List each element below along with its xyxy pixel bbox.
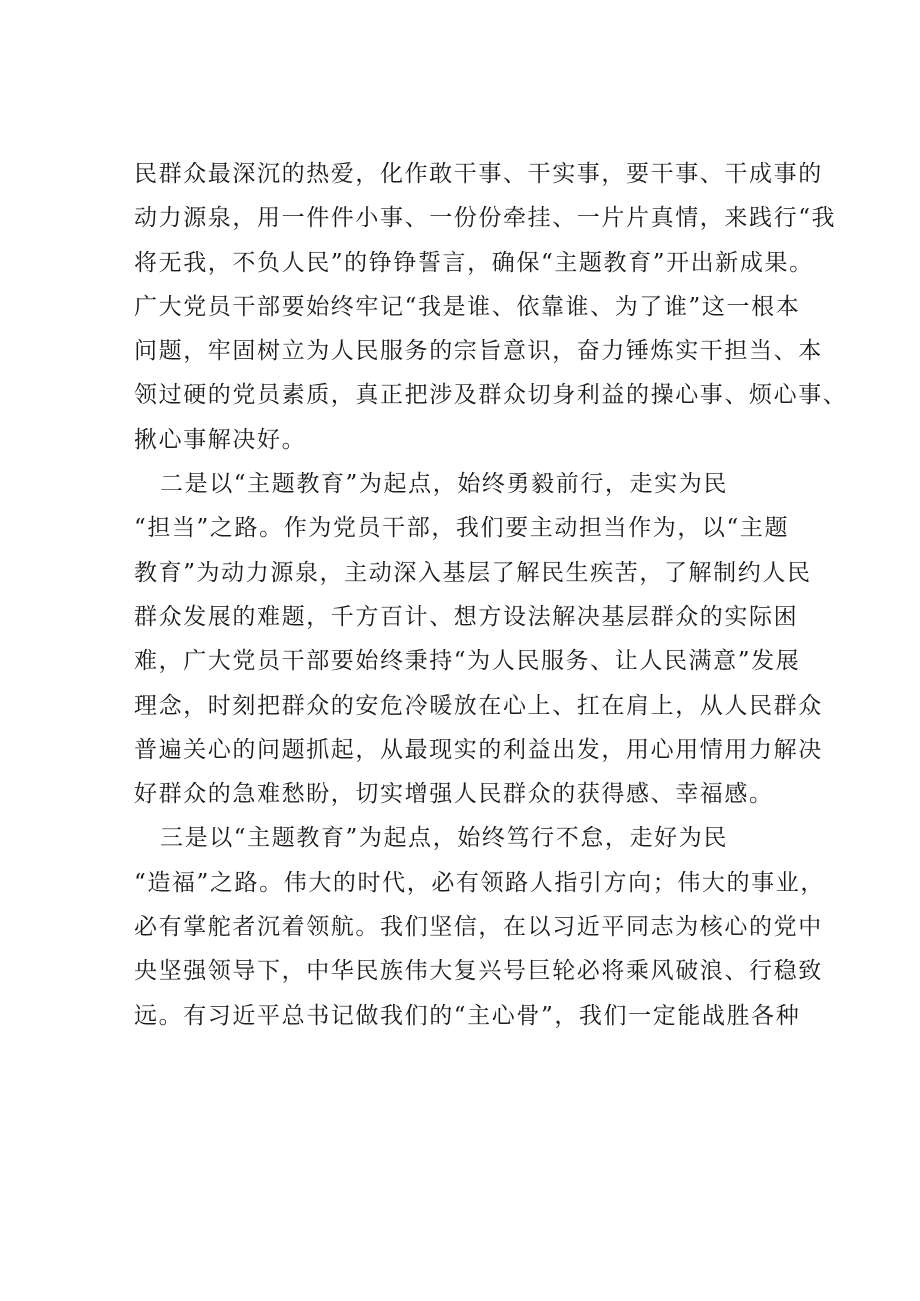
paragraph-two-heading: 二是以“主题教育”为起点，始终勇毅前行，走实为民 [160, 471, 728, 498]
text-line: 领过硬的党员素质，真正把涉及群众切身利益的操心事、烦心事、 [134, 382, 848, 409]
text-line: 民群众最深沉的热爱，化作敢干事、干实事，要干事、干成事的 [134, 161, 823, 187]
text-line: 远。有习近平总书记做我们的“主心骨”，我们一定能战胜各种 [134, 1002, 801, 1029]
text-line: 必有掌舵者沉着领航。我们坚信，在以习近平同志为核心的党中 [134, 914, 823, 941]
text-line: 理念，时刻把群众的安危冷暖放在心上、扛在肩上，从人民群众 [134, 692, 823, 719]
paragraph-three-heading: 三是以“主题教育”为起点，始终笃行不怠，走好为民 [160, 825, 728, 852]
text-line: 广大党员干部要始终牢记“我是谁、依靠谁、为了谁”这一根本 [134, 293, 801, 320]
text-line: “担当”之路。作为党员干部，我们要主动担当作为，以“主题 [134, 515, 790, 542]
text-line: 群众发展的难题，千方百计、想方设法解决基层群众的实际困 [134, 603, 799, 630]
text-line: 央坚强领导下，中华民族伟大复兴号巨轮必将乘风破浪、行稳致 [134, 958, 823, 985]
text-line: 揪心事解决好。 [134, 426, 307, 453]
body-text [134, 152, 848, 1038]
text-line: 普遍关心的问题抓起，从最现实的利益出发，用心用情用力解决 [134, 736, 823, 763]
text-line: 教育”为动力源泉，主动深入基层了解民生疾苦，了解制约人民 [134, 559, 812, 586]
text-line: 难，广大党员干部要始终秉持“为人民服务、让人民满意”发展 [134, 648, 801, 675]
text-line: 问题，牢固树立为人民服务的宗旨意识，奋力锤炼实干担当、本 [134, 338, 823, 365]
text-line: 动力源泉，用一件件小事、一份份牵挂、一片片真情，来践行“我 [134, 205, 837, 232]
text-line: 好群众的急难愁盼，切实增强人民群众的获得感、幸福感。 [134, 781, 774, 808]
text-line: 将无我，不负人民”的铮铮誓言，确保“主题教育”开出新成果。 [134, 249, 814, 276]
text-line: “造福”之路。伟大的时代，必有领路人指引方向；伟大的事业， [134, 869, 825, 896]
